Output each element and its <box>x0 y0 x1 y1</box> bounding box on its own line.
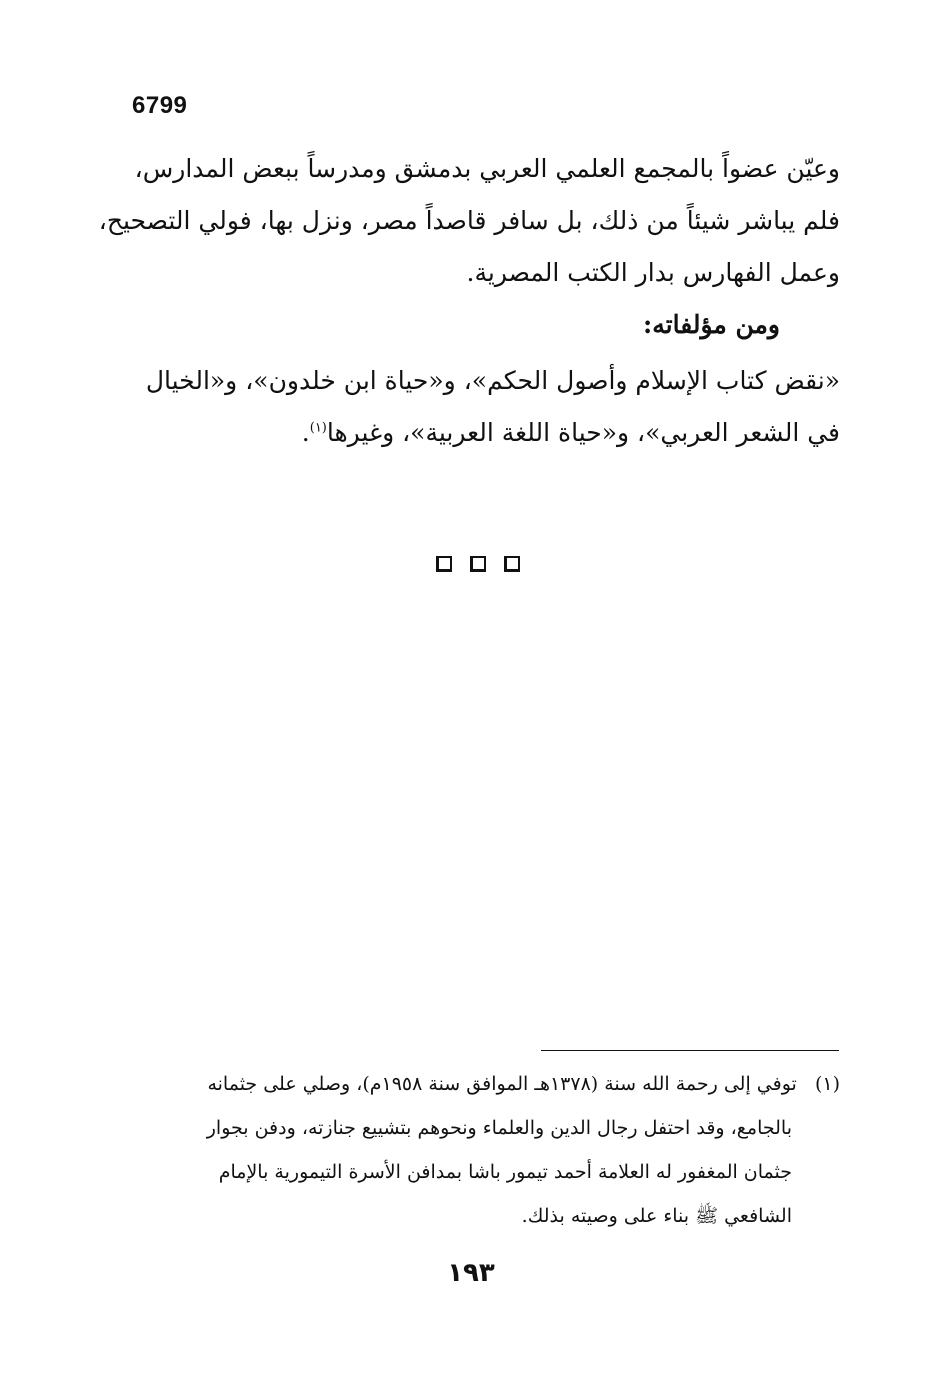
footnote-reference[interactable]: (١) <box>309 420 327 436</box>
ornament-square-icon <box>436 556 452 572</box>
section-ornament <box>436 556 520 572</box>
footnote-text: توفي إلى رحمة الله سنة (١٣٧٨هـ الموافق سنة ١٩٥٨م)، وصلي على جثمانه <box>207 1073 797 1095</box>
ornament-square-icon <box>504 556 520 572</box>
footnote-line: بالجامع، وقد احتفل رجال الدين والعلماء ونحوهم بتشييع جنازته، ودفن بجوار <box>206 1117 792 1139</box>
text-line: وعيّن عضواً بالمجمع العلمي العربي بدمشق ومدرساً ببعض المدارس، <box>134 154 840 183</box>
page-number: ١٩٣ <box>447 1258 495 1288</box>
works-line-text: في الشعر العربي»، و«حياة اللغة العربية»، وغيرها <box>326 418 840 447</box>
text-line: فلم يباشر شيئاً من ذلك، بل سافر قاصداً مصر، ونزل بها، فولي التصحيح، <box>98 206 840 235</box>
text-line: وعمل الفهارس بدار الكتب المصرية. <box>466 258 840 287</box>
footnote-line: الشافعي ﷺ بناء على وصيته بذلك. <box>521 1205 792 1227</box>
works-line: في الشعر العربي»، و«حياة اللغة العربية»، وغيرها$^{(١)}$. <box>301 418 840 447</box>
footnote-marker: (١) <box>814 1073 840 1095</box>
works-heading: ومن مؤلفاته: <box>643 310 780 339</box>
footnote-line: جثمان المغفور له العلامة أحمد تيمور باشا بمدافن الأسرة التيمورية بالإمام <box>218 1161 792 1183</box>
ornament-square-icon <box>470 556 486 572</box>
footnote-line <box>207 1062 840 1106</box>
page-id: 6799 <box>132 92 188 119</box>
works-line: «نقض كتاب الإسلام وأصول الحكم»، و«حياة ابن خلدون»، و«الخيال <box>145 366 840 395</box>
footnote-divider <box>541 1050 839 1051</box>
